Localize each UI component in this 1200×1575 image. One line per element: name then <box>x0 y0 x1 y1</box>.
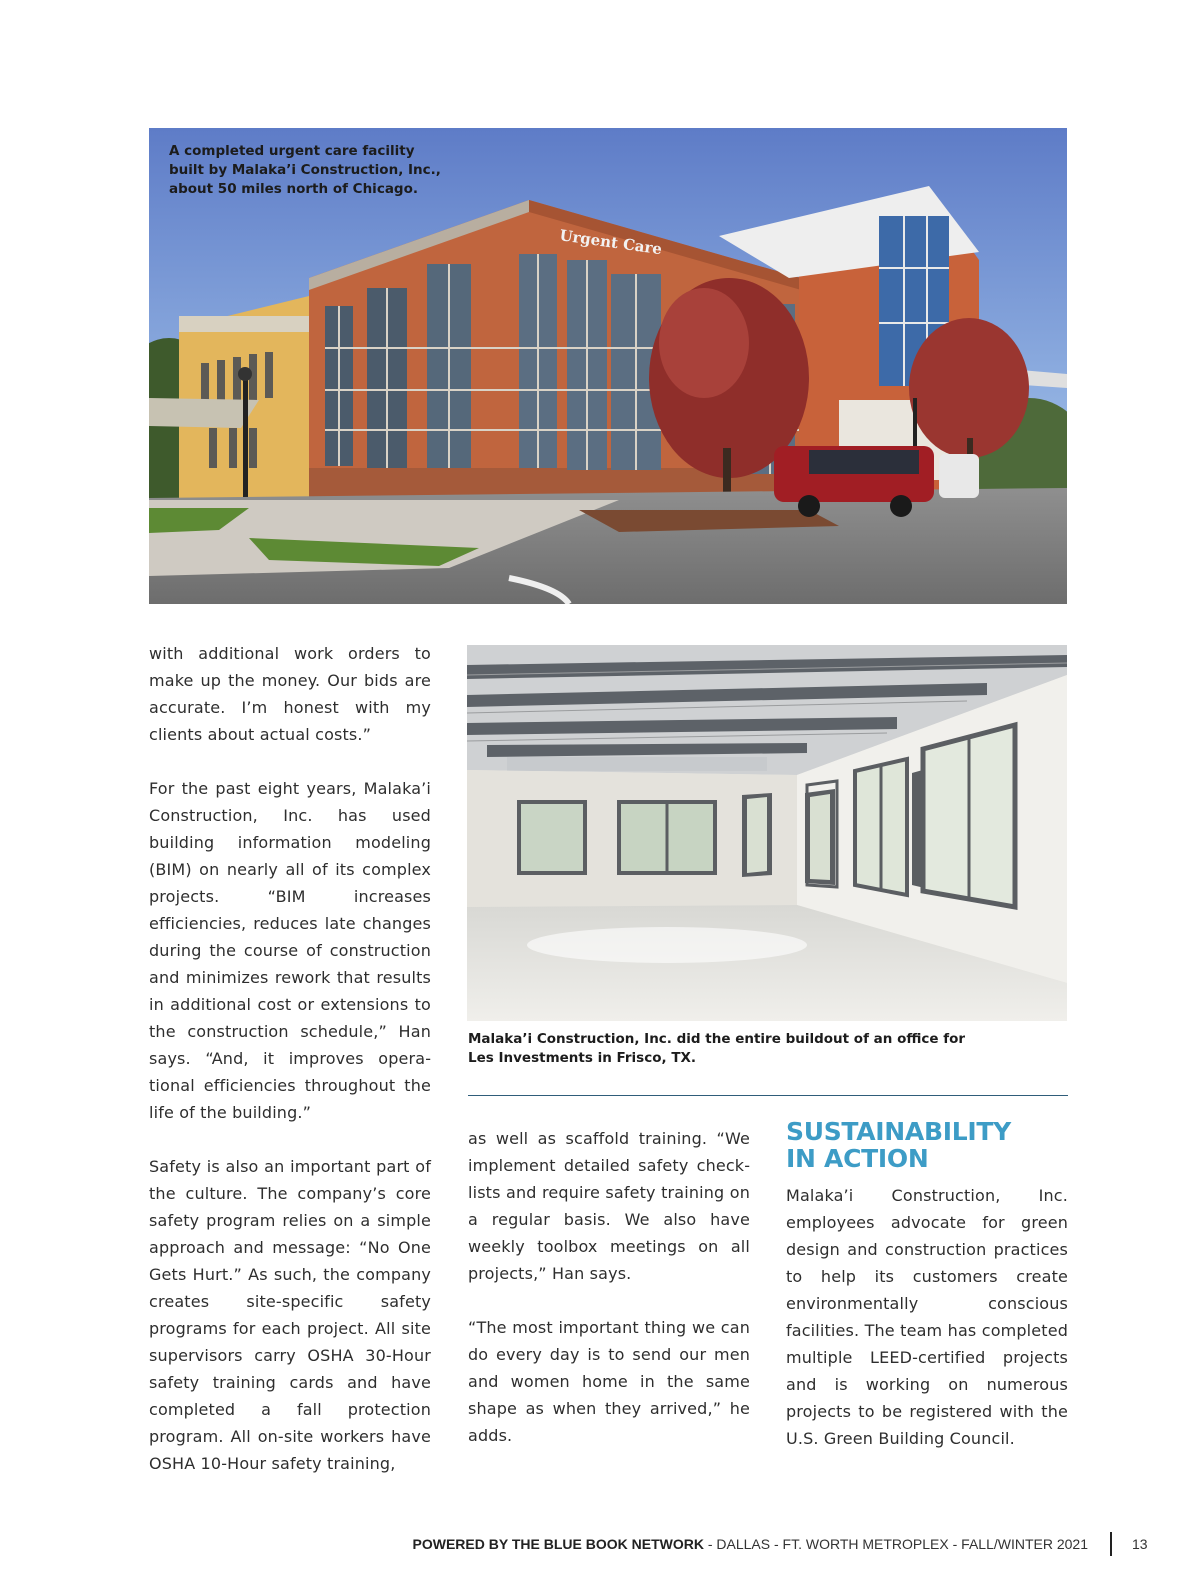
urgent-care-sign: Urgent Care <box>558 226 664 259</box>
column2-paragraph-1: as well as scaffold training. “We implement detailed safety checklists and require safety training on a regular basis. We also have weekly toolbox meetings on all projects,” Han says. <box>468 1129 750 1283</box>
column1-paragraph-2: For the past eight years, Malaka’i Construction, Inc. has used building information modeling (BIM) on nearly all of its complex projects. “BIM increases efficiencies, reduces late changes during the course of construction and minimizes rework that results in additional cost or extensions to the construction schedule,” Han says. “And, it improves operational efficiencies throughout the life of the building.” <box>149 779 431 1122</box>
section-divider <box>468 1095 1068 1096</box>
article-column-2 <box>468 1125 750 1449</box>
footer-brand: POWERED BY THE BLUE BOOK NETWORK <box>412 1536 704 1552</box>
page-footer <box>413 1536 1088 1552</box>
column1-paragraph-1: with additional work orders to make up the money. Our bids are accurate. I’m honest with my clients about actual costs.” <box>149 644 431 744</box>
sustainability-heading: SUSTAINABILITY IN ACTION <box>786 1117 1011 1173</box>
page-number: 13 <box>1132 1536 1148 1552</box>
column2-paragraph-2: “The most important thing we can do every day is to send our men and women home in the same shape as when they arrived,” he adds. <box>468 1318 750 1445</box>
article-column-3 <box>786 1118 1068 1452</box>
office-photo-caption: Malaka’i Construction, Inc. did the entire buildout of an office for Les Investments in Frisco, TX. <box>468 1031 966 1066</box>
footer-divider <box>1110 1532 1112 1556</box>
column1-paragraph-3: Safety is also an important part of the culture. The company’s core safety program relies on a simple approach and message: “No One Gets Hurt.” As such, the company creates site-specific safety programs for each project. All site supervisors carry OSHA 30-Hour safety training cards and have completed a fall protection program. All on-site workers have OSHA 10-Hour safety training, <box>149 1157 431 1473</box>
top-photo-caption: A completed urgent care facility built by Malaka’i Construction, Inc., about 50 miles north of Chicago. <box>169 143 441 197</box>
column3-paragraph-1: Malaka’i Construction, Inc. employees advocate for green design and construction practices to help its customers create environmentally conscious facilities. The team has completed multiple LEED-certified projects and is working on numerous projects to be registered with the U.S. Green Building Council. <box>786 1186 1068 1448</box>
urgent-care-photo <box>149 128 1067 604</box>
office-interior-photo <box>467 645 1067 1021</box>
footer-publication: - DALLAS - FT. WORTH METROPLEX - FALL/WINTER 2021 <box>703 1536 1088 1552</box>
article-column-1 <box>149 640 431 1477</box>
